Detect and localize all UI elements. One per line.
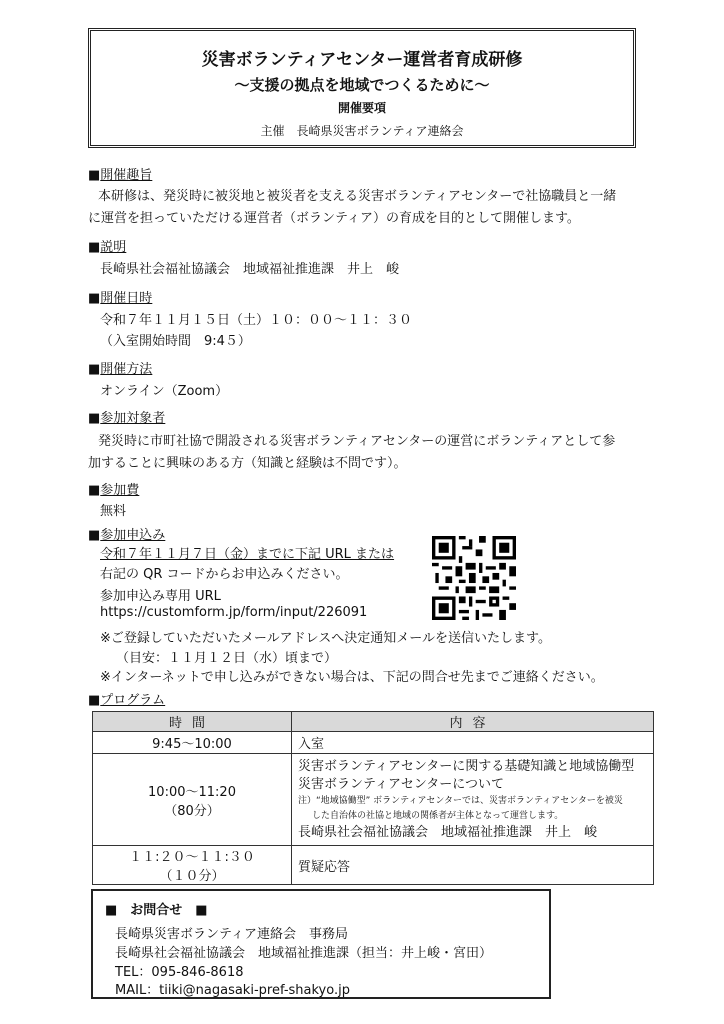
section-method-heading: ■開催方法 bbox=[88, 362, 153, 377]
application-url-label: 参加申込み専用 URL bbox=[100, 589, 221, 604]
target-line-2: 加することに興味のある方（知識と経験は不問です）。 bbox=[88, 456, 407, 471]
section-purpose-heading: ■開催趣旨 bbox=[88, 168, 153, 183]
table-row bbox=[93, 754, 654, 846]
purpose-line-2: に運営を担っていただける運営者（ボランティア）の育成を目的として開催します。 bbox=[88, 211, 580, 226]
table-row bbox=[93, 846, 654, 885]
datetime-line-1: 令和７年１１月１５日（土）１０：００〜１１：３０ bbox=[100, 313, 413, 328]
section-explanation-heading: ■説明 bbox=[88, 240, 127, 255]
contact-dept: 長崎県社会福祉協議会 地域福祉推進課（担当：井上峻・宮田） bbox=[115, 946, 493, 961]
program-time-cell bbox=[93, 754, 292, 846]
qr-code[interactable] bbox=[432, 536, 516, 620]
purpose-line-1: 本研修は、発災時に被災地と被災者を支える災害ボランティアセンターで社協職員と一緒 bbox=[98, 189, 617, 204]
program-content-cell bbox=[292, 754, 654, 846]
application-note-3: ※インターネットで申し込みができない場合は、下記の問合せ先までご連絡ください。 bbox=[100, 670, 604, 685]
application-note-1: ※ご登録していただいたメールアドレスへ決定通知メールを送信いたします。 bbox=[100, 631, 551, 646]
program-note-2: した自治体の社協と地域の関係者が主体となって運営します。 bbox=[312, 810, 564, 821]
program-time-cell bbox=[93, 846, 292, 885]
method-text: オンライン（Zoom） bbox=[100, 384, 229, 399]
program-time: 9:45〜10:00 bbox=[93, 732, 292, 754]
title-box bbox=[88, 28, 636, 148]
target-line-1: 発災時に市町社協で開設される災害ボランティアセンターの運営にボランティアとして参 bbox=[98, 434, 616, 449]
application-url-link[interactable]: https://customform.jp/form/input/226091 bbox=[100, 605, 368, 620]
contact-mail[interactable]: MAIL：tiiki@nagasaki-pref-shakyo.jp bbox=[115, 983, 350, 998]
program-duration: （１０分） bbox=[159, 869, 225, 884]
program-note-1: 注）“地域協働型” ボランティアセンターでは、災害ボランティアセンターを被災 bbox=[298, 795, 623, 806]
doc-type: 開催要項 bbox=[337, 101, 386, 115]
program-time: 10:00〜11:20 bbox=[148, 784, 236, 800]
section-fee-heading: ■参加費 bbox=[88, 483, 140, 498]
program-col-content: 内容 bbox=[292, 712, 654, 732]
program-speaker: 長崎県社会福祉協議会 地域福祉推進課 井上 峻 bbox=[298, 824, 598, 840]
contact-box bbox=[91, 889, 551, 999]
contact-heading: ■ お問合せ ■ bbox=[105, 903, 208, 918]
section-target-heading: ■参加対象者 bbox=[88, 411, 166, 426]
application-deadline: 令和７年１１月７日（金）までに下記 URL または bbox=[100, 547, 395, 562]
program-content-line-1: 災害ボランティアセンターに関する基礎知識と地域協働型 bbox=[298, 758, 635, 774]
program-content-line-2: 災害ボランティアセンターについて bbox=[298, 776, 505, 792]
doc-subtitle: 〜支援の拠点を地域でつくるために〜 bbox=[234, 76, 490, 94]
doc-title: 災害ボランティアセンター運営者育成研修 bbox=[201, 50, 523, 70]
program-content: 入室 bbox=[292, 732, 654, 754]
application-note-2: （目安：１１月１２日（水）頃まで） bbox=[116, 651, 338, 666]
section-datetime-heading: ■開催日時 bbox=[88, 291, 153, 306]
table-row bbox=[93, 732, 654, 754]
program-header-row bbox=[93, 712, 654, 732]
program-content: 質疑応答 bbox=[292, 846, 654, 885]
program-duration: （80分） bbox=[164, 803, 220, 819]
program-table bbox=[92, 711, 654, 885]
program-col-time: 時間 bbox=[93, 712, 292, 732]
contact-org: 長崎県災害ボランティア連絡会 事務局 bbox=[115, 927, 348, 942]
contact-tel[interactable]: TEL：095-846-8618 bbox=[115, 965, 244, 980]
program-time: １１:２０〜１１:３０ bbox=[129, 850, 255, 865]
explanation-text: 長崎県社会福祉協議会 地域福祉推進課 井上 峻 bbox=[100, 262, 400, 277]
organizer: 主催 長崎県災害ボランティア連絡会 bbox=[260, 124, 464, 138]
section-program-heading: ■プログラム bbox=[88, 693, 166, 708]
fee-text: 無料 bbox=[100, 504, 127, 519]
application-instruction: 右記の QR コードからお申込みください。 bbox=[100, 567, 349, 582]
datetime-line-2: （入室開始時間 9:4５） bbox=[100, 334, 251, 349]
section-application-heading: ■参加申込み bbox=[88, 528, 166, 543]
